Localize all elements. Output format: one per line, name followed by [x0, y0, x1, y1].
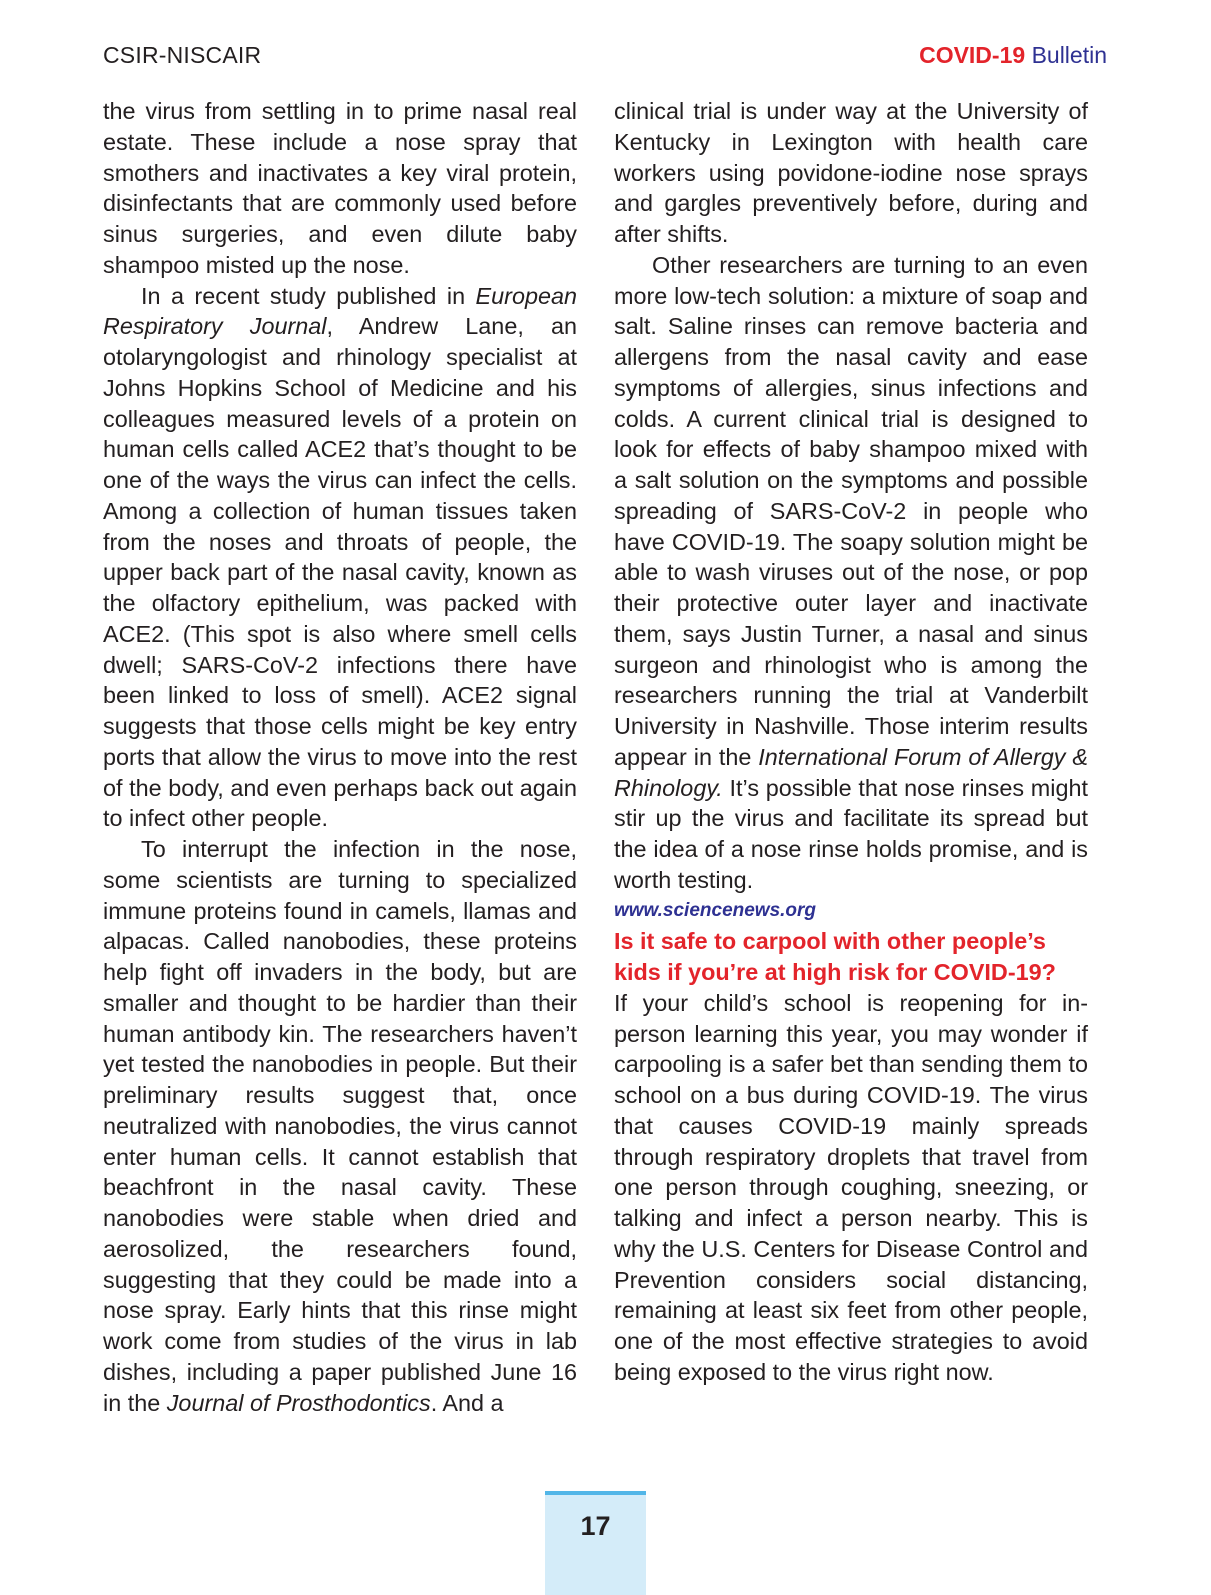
page-number-box	[545, 1491, 646, 1595]
left-paragraph-1: the virus from settling in to prime nasal real estate. These include a nose spray that smothers and inactivates a key viral protein, disinfectants that are commonly used before sinus surgeries, and even dilute baby shampoo misted up the nose.	[103, 98, 577, 278]
left-paragraph-3-text-a: To interrupt the infection in the nose, some scientists are turning to specialized immune proteins found in camels, llamas and alpacas. Called nanobodies, these proteins help fight off invaders in the body, but are smaller and thought to be hardier than their human antibody kin. The researchers haven’t yet tested the nanobodies in people. But their preliminary results suggest that, once neutralized with nanobodies, the virus cannot enter human cells. It cannot establish that beachfront in the nasal cavity. These nanobodies were stable when dried and aerosolized, the researchers found, suggesting that they could be made into a nose spray. Early hints that this rinse might work come from studies of the virus in lab dishes, including a paper published June 16 in the	[103, 836, 577, 1416]
source-link[interactable]: www.sciencenews.org	[614, 899, 817, 921]
right-column	[614, 96, 1088, 1388]
left-paragraph-3-text-b: . And a	[430, 1389, 504, 1416]
right-paragraph-3: If your child’s school is reopening for in-person learning this year, you may wonder if carpooling is a safer bet than sending them to school on a bus during COVID-19. The virus that causes COVID-19 mainly spreads through respiratory droplets that travel from one person through coughing, sneezing, or talking and infect a person nearby. This is why the U.S. Centers for Disease Control and Prevention considers social distancing, remaining at least six feet from other people, one of the most effective strategies to avoid being exposed to the virus right now.	[614, 989, 1088, 1385]
bulletin-title-rest: Bulletin	[1031, 42, 1107, 68]
left-column	[103, 96, 577, 1418]
left-paragraph-2-text-a: In a recent study published in	[141, 282, 476, 309]
right-paragraph-2-text-a: Other researchers are turning to an even more low-tech solution: a mixture of soap and salt. Saline rinses can remove bacteria and allergens from the nasal cavity and ease symptoms of allergies, sinus infections and colds. A current clinical trial is designed to look for effects of baby shampoo mixed with a salt solution on the symptoms and possible spreading of SARS-CoV-2 in people who have COVID-19. The soapy solution might be able to wash viruses out of the nose, or pop their protective outer layer and inactivate them, says Justin Turner, a nasal and sinus surgeon and rhinologist who is among the researchers running the trial at Vanderbilt University in Nashville. Those interim results appear in the	[614, 251, 1088, 770]
right-paragraph-1: clinical trial is under way at the University of Kentucky in Lexington with health care workers using povidone-iodine nose sprays and gargles preventively before, during and after shifts.	[614, 98, 1088, 247]
bulletin-title	[919, 42, 1107, 69]
right-paragraph-2-text-b: It’s possible that nose rinses might stir up the virus and facilitate its spread but the idea of a nose rinse holds promise, and is worth testing.	[614, 774, 1088, 893]
left-paragraph-2-text-b: , Andrew Lane, an otolaryngologist and rhinology specialist at Johns Hopkins School of Medicine and his colleagues measured levels of a protein on human cells called ACE2 that’s thought to be one of the ways the virus can infect the cells. Among a collection of human tissues taken from the noses and throats of people, the upper back part of the nasal cavity, known as the olfactory epithelium, was packed with ACE2. (This spot is also where smell cells dwell; SARS-CoV-2 infections there have been linked to loss of smell). ACE2 signal suggests that those cells might be key entry ports that allow the virus to move into the rest of the body, and even perhaps back out again to infect other people.	[103, 313, 577, 832]
page-number: 17	[580, 1511, 611, 1541]
journal-title-european-respiratory: European Respiratory Journal	[103, 282, 577, 340]
left-paragraph-2	[103, 281, 577, 835]
journal-title-allergy-rhinology: International Forum of Allergy & Rhinology.	[614, 743, 1088, 801]
journal-title-prosthodontics: Journal of Prosthodontics	[166, 1389, 431, 1416]
left-paragraph-3	[103, 834, 577, 1418]
right-paragraph-2	[614, 250, 1088, 896]
bulletin-title-bold: COVID-19	[919, 42, 1026, 68]
publisher-name: CSIR-NISCAIR	[103, 42, 262, 68]
section-heading-carpool: Is it safe to carpool with other people’s kids if you’re at high risk for COVID-19?	[614, 928, 1056, 985]
